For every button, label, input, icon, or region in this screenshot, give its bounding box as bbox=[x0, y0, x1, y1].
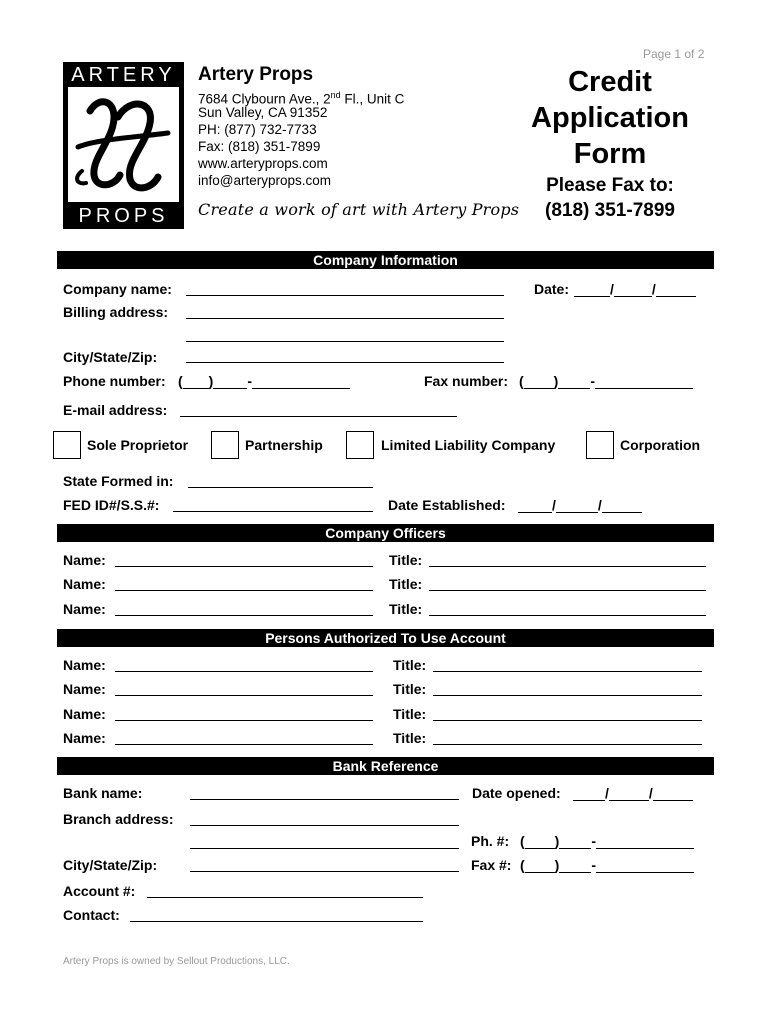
date-slash: / bbox=[552, 497, 556, 513]
officer-name-field-3[interactable] bbox=[115, 615, 373, 616]
account-number-field[interactable] bbox=[147, 897, 423, 898]
officer-title-label-1: Title: bbox=[389, 552, 423, 568]
logo-top-text: ARTERY bbox=[71, 64, 176, 86]
section-bank-reference: Bank Reference bbox=[57, 757, 714, 775]
officer-name-label-3: Name: bbox=[63, 601, 106, 617]
logo-glyph-icon bbox=[68, 87, 179, 202]
date-slash: / bbox=[610, 281, 614, 297]
officer-name-field-1[interactable] bbox=[115, 566, 373, 567]
sole-proprietor-label: Sole Proprietor bbox=[87, 437, 189, 453]
contact-label: Contact: bbox=[63, 907, 120, 923]
authorized-name-label-1: Name: bbox=[63, 657, 106, 673]
corporation-checkbox[interactable] bbox=[586, 431, 614, 459]
logo-bottom-text: PROPS bbox=[78, 205, 169, 227]
email-address-field[interactable] bbox=[180, 416, 457, 417]
corporation-label: Corporation bbox=[620, 437, 701, 453]
section-company-information: Company Information bbox=[57, 251, 714, 269]
fax-to-label: Please Fax to: bbox=[546, 175, 674, 196]
section-persons-authorized: Persons Authorized To Use Account bbox=[57, 629, 714, 647]
officer-name-label-1: Name: bbox=[63, 552, 106, 568]
date-slash: / bbox=[648, 785, 653, 801]
authorized-title-field-4[interactable] bbox=[433, 744, 702, 745]
partnership-checkbox[interactable] bbox=[211, 431, 239, 459]
fax-dash: - bbox=[591, 857, 597, 873]
paren-close: ) bbox=[553, 373, 559, 389]
bank-phone-field[interactable] bbox=[520, 833, 694, 849]
fed-id-field[interactable] bbox=[173, 511, 373, 512]
account-number-label: Account #: bbox=[63, 883, 136, 899]
fax-to-number: (818) 351-7899 bbox=[545, 200, 675, 221]
officer-title-field-2[interactable] bbox=[429, 590, 706, 591]
paren-open: ( bbox=[178, 373, 183, 389]
company-address-line2: Sun Valley, CA 91352 bbox=[198, 105, 328, 120]
date-label: Date: bbox=[534, 281, 570, 297]
authorized-name-label-3: Name: bbox=[63, 706, 106, 722]
authorized-name-field-4[interactable] bbox=[115, 744, 373, 745]
fed-id-label: FED ID#/S.S.#: bbox=[63, 497, 160, 513]
phone-number-field[interactable] bbox=[178, 373, 350, 389]
officer-name-field-2[interactable] bbox=[115, 590, 373, 591]
company-email: info@arteryprops.com bbox=[198, 173, 332, 188]
form-title-line2: Application bbox=[531, 102, 689, 134]
date-established-label: Date Established: bbox=[388, 497, 506, 513]
company-name: Artery Props bbox=[198, 64, 314, 85]
paren-open: ( bbox=[519, 373, 524, 389]
llc-checkbox[interactable] bbox=[346, 431, 374, 459]
authorized-name-label-4: Name: bbox=[63, 730, 106, 746]
address-sup: nd bbox=[330, 90, 341, 100]
authorized-title-label-3: Title: bbox=[393, 706, 427, 722]
bank-fax-field[interactable] bbox=[520, 857, 694, 873]
partnership-label: Partnership bbox=[245, 437, 323, 453]
date-opened-label: Date opened: bbox=[472, 785, 561, 801]
company-name-field[interactable] bbox=[186, 295, 504, 296]
fax-number-field[interactable] bbox=[519, 373, 693, 389]
officer-title-label-2: Title: bbox=[389, 576, 423, 592]
officer-title-field-1[interactable] bbox=[429, 566, 706, 567]
authorized-title-field-1[interactable] bbox=[433, 671, 702, 672]
date-opened-field[interactable] bbox=[573, 785, 693, 801]
date-slash: / bbox=[597, 497, 602, 513]
authorized-title-field-2[interactable] bbox=[433, 695, 702, 696]
bank-name-field[interactable] bbox=[190, 799, 459, 800]
date-established-field[interactable] bbox=[518, 497, 642, 513]
paren-close: ) bbox=[208, 373, 214, 389]
logo-inner-panel bbox=[68, 87, 179, 202]
phone-dash: - bbox=[247, 373, 253, 389]
company-tagline: Create a work of art with Artery Props bbox=[198, 200, 520, 219]
fax-dash: - bbox=[590, 373, 596, 389]
branch-address-label: Branch address: bbox=[63, 811, 174, 827]
address-unit: Fl., Unit C bbox=[340, 91, 405, 107]
city-state-zip-label: City/State/Zip: bbox=[63, 349, 158, 365]
branch-address-field-2[interactable] bbox=[190, 848, 459, 849]
company-fax: Fax: (818) 351-7899 bbox=[198, 139, 321, 154]
bank-name-label: Bank name: bbox=[63, 785, 143, 801]
authorized-title-label-4: Title: bbox=[393, 730, 427, 746]
authorized-name-field-3[interactable] bbox=[115, 720, 373, 721]
phone-number-label: Phone number: bbox=[63, 373, 166, 389]
date-slash: / bbox=[605, 785, 609, 801]
paren-close: ) bbox=[554, 833, 560, 849]
date-field[interactable] bbox=[574, 281, 696, 297]
page-indicator: Page 1 of 2 bbox=[643, 47, 705, 61]
authorized-title-field-3[interactable] bbox=[433, 720, 702, 721]
authorized-title-label-2: Title: bbox=[393, 681, 427, 697]
form-title-line1: Credit bbox=[568, 66, 652, 98]
email-address-label: E-mail address: bbox=[63, 402, 168, 418]
phone-dash: - bbox=[591, 833, 597, 849]
officer-title-field-3[interactable] bbox=[429, 615, 706, 616]
branch-address-field-1[interactable] bbox=[190, 825, 459, 826]
city-state-zip-field[interactable] bbox=[186, 362, 504, 363]
authorized-title-label-1: Title: bbox=[393, 657, 427, 673]
authorized-name-label-2: Name: bbox=[63, 681, 106, 697]
state-formed-label: State Formed in: bbox=[63, 473, 174, 489]
billing-address-field-2[interactable] bbox=[186, 341, 504, 342]
authorized-name-field-2[interactable] bbox=[115, 695, 373, 696]
form-title-line3: Form bbox=[573, 138, 647, 170]
bank-phone-label: Ph. #: bbox=[471, 833, 510, 849]
company-phone: PH: (877) 732-7733 bbox=[198, 122, 317, 137]
contact-field[interactable] bbox=[130, 921, 423, 922]
section-company-officers: Company Officers bbox=[57, 524, 714, 542]
artery-props-logo bbox=[63, 62, 184, 229]
fax-number-label: Fax number: bbox=[424, 373, 509, 389]
company-website: www.arteryprops.com bbox=[198, 156, 328, 171]
date-slash: / bbox=[651, 281, 656, 297]
form-title-block bbox=[520, 64, 700, 224]
bank-fax-label: Fax #: bbox=[471, 857, 512, 873]
paren-open: ( bbox=[520, 857, 525, 873]
billing-address-field-1[interactable] bbox=[186, 318, 504, 319]
bank-city-state-zip-field[interactable] bbox=[190, 871, 459, 872]
officer-name-label-2: Name: bbox=[63, 576, 106, 592]
paren-close: ) bbox=[554, 857, 560, 873]
bank-city-state-zip-label: City/State/Zip: bbox=[63, 857, 158, 873]
llc-label: Limited Liability Company bbox=[381, 437, 556, 453]
address-street: 7684 Clybourn Ave., 2 bbox=[198, 91, 331, 107]
officer-title-label-3: Title: bbox=[389, 601, 423, 617]
footer-ownership-note: Artery Props is owned by Sellout Productions, LLC. bbox=[63, 956, 290, 967]
billing-address-label: Billing address: bbox=[63, 304, 169, 320]
sole-proprietor-checkbox[interactable] bbox=[53, 431, 81, 459]
paren-open: ( bbox=[520, 833, 525, 849]
company-name-label: Company name: bbox=[63, 281, 172, 297]
state-formed-field[interactable] bbox=[188, 487, 373, 488]
authorized-name-field-1[interactable] bbox=[115, 671, 373, 672]
